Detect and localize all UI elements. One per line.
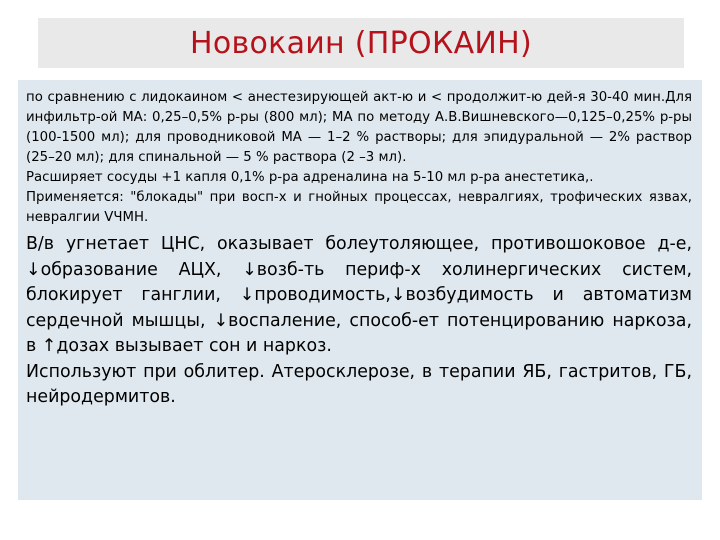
title-bar — [38, 18, 684, 68]
paragraph-comparison-dosage: по сравнению с лидокаином < анестезирующей акт-ю и < продолжит-ю дей-я 30-40 мин.Для инфильтр-ой МА: 0,25–0,5% р-ры (800 мл); МА по методу А.В.Вишневского—0,125–0,25% р-ры (100-1500 мл); для проводниковой МА — 1–2 % растворы; для эпидуральной — 2% раствор (25–20 мл); для спинальной — 5 % раствора (2 –3 мл). — [26, 90, 692, 165]
paragraph-vasodilation: Расширяет сосуды +1 капля 0,1% р-ра адреналина на 5-10 мл р-ра анестетика,. — [26, 170, 594, 185]
slide-title: Новокаин (ПРОКАИН) — [190, 25, 532, 61]
content-box — [18, 80, 702, 500]
paragraph-iv-effects: В/в угнетает ЦНС, оказывает болеутоляющее, противошоковое д-е, ↓образование АЦХ, ↓возб-ть периф-х холинергических систем, блокирует ганглии, ↓проводимость,↓возбудимость и автоматизм сердечной мышцы, ↓воспаление, способ-ет потенцированию наркоза, в ↑дозах вызывает сон и наркоз. — [26, 234, 692, 356]
paragraph-application: Применяется: "блокады" при восп-х и гнойных процессах, невралгиях, трофических язвах, невралгии VЧМН. — [26, 190, 692, 225]
paragraph-usage: Используют при облитер. Атеросклерозе, в терапии ЯБ, гастритов, ГБ, нейродермитов. — [26, 361, 692, 407]
